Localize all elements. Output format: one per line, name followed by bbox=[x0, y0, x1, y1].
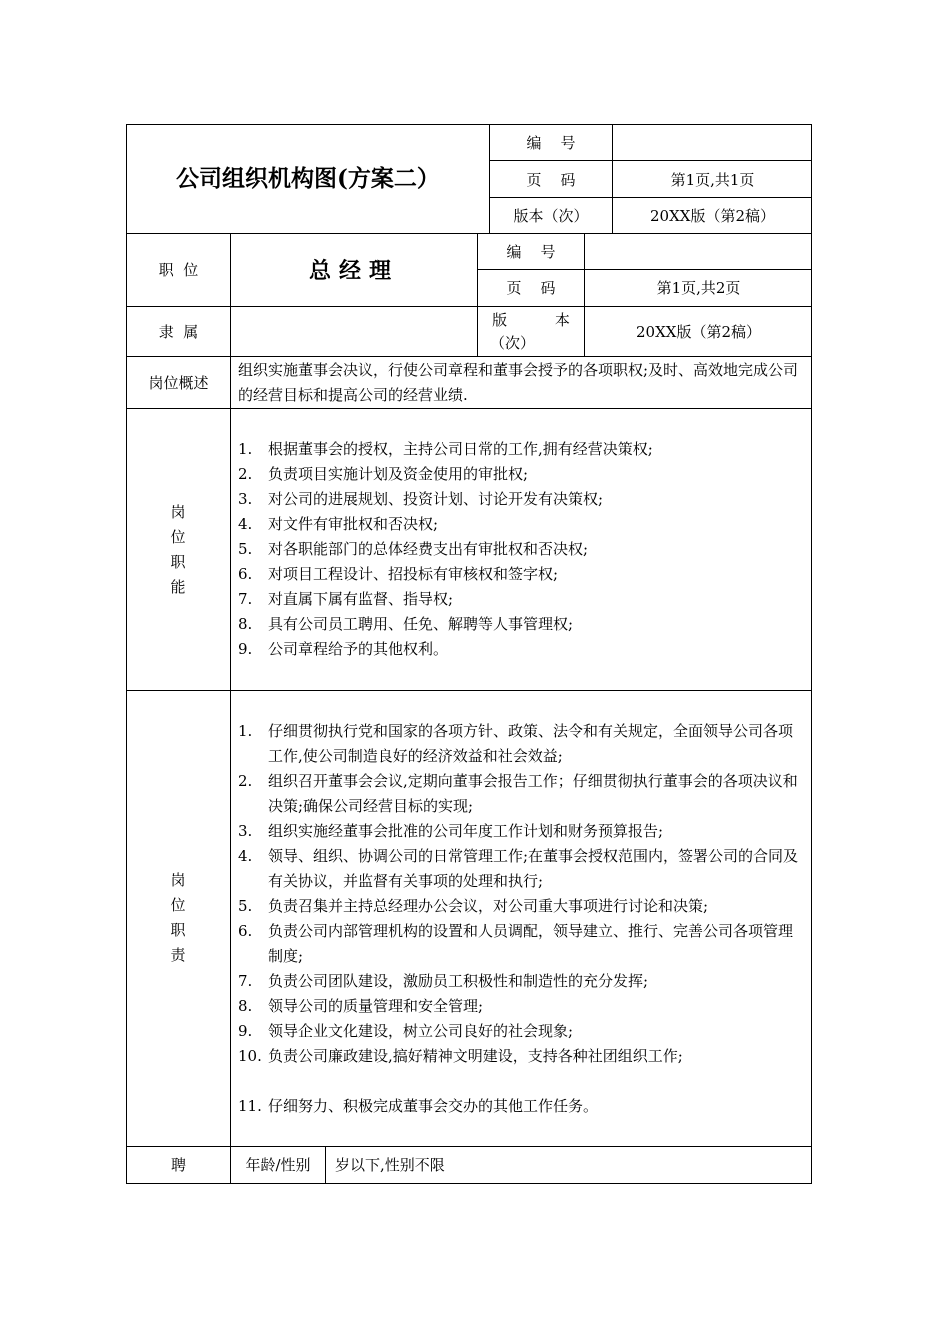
table-rule bbox=[126, 1146, 812, 1147]
duties-label-char: 位 bbox=[170, 896, 186, 914]
functions-list bbox=[238, 437, 806, 662]
position-version-value: 20XX版（第2稿） bbox=[636, 323, 761, 341]
position-label: 职 位 bbox=[158, 261, 199, 279]
title-page-value: 第1页,共1页 bbox=[670, 171, 755, 189]
list-item: 11. 仔细努力、积极完成董事会交办的其他工作任务。 bbox=[238, 1097, 599, 1115]
list-item: 3. 组织实施经董事会批准的公司年度工作计划和财务预算报告; bbox=[238, 822, 664, 840]
duties-label-char: 职 bbox=[170, 921, 186, 939]
table-rule bbox=[126, 306, 812, 307]
table-rule bbox=[477, 269, 812, 270]
title-number-label: 编 号 bbox=[526, 134, 576, 152]
duties-label-char: 责 bbox=[170, 946, 186, 964]
table-rule bbox=[489, 197, 812, 198]
title-page-label: 页 码 bbox=[526, 171, 576, 189]
affiliation-label: 隶 属 bbox=[158, 323, 199, 341]
list-item: 6. 负责公司内部管理机构的设置和人员调配，领导建立、推行、完善公司各项管理制度; bbox=[238, 922, 794, 965]
table-rule bbox=[325, 1146, 326, 1184]
table-rule bbox=[126, 233, 812, 234]
list-item: 6. 对项目工程设计、招投标有审核权和签字权; bbox=[238, 565, 559, 583]
position-number-label: 编 号 bbox=[506, 243, 556, 261]
list-item: 5. 负责召集并主持总经理办公会议，对公司重大事项进行讨论和决策; bbox=[238, 897, 709, 915]
table-rule bbox=[230, 233, 231, 1184]
duties-label bbox=[168, 868, 188, 968]
list-item: 4. 领导、组织、协调公司的日常管理工作;在董事会授权范围内，签署公司的合同及有关协议，并监督有关事项的处理和执行; bbox=[238, 847, 799, 890]
hiring-age-gender-label: 年龄/性别 bbox=[245, 1156, 311, 1174]
functions-label bbox=[168, 500, 188, 600]
list-item: 4. 对文件有审批权和否决权; bbox=[238, 515, 439, 533]
duties-list bbox=[238, 719, 806, 1119]
overview-text: 组织实施董事会决议，行使公司章程和董事会授予的各项职权;及时、高效地完成公司的经营目标和提高公司的经营业绩. bbox=[238, 361, 799, 404]
hiring-age-gender-value: 岁以下,性别不限 bbox=[335, 1156, 445, 1174]
list-item: 3. 对公司的进展规划、投资计划、讨论开发有决策权; bbox=[238, 490, 604, 508]
list-item: 1. 根据董事会的授权，主持公司日常的工作,拥有经营决策权; bbox=[238, 440, 653, 458]
position-version-label-line2: （次） bbox=[490, 334, 536, 352]
list-item: 9. 领导企业文化建设，树立公司良好的社会现象; bbox=[238, 1022, 574, 1040]
list-item: 2. 组织召开董事会会议,定期向董事会报告工作；仔细贯彻执行董事会的各项决议和决策;确保公司经营目标的实现; bbox=[238, 772, 798, 815]
position-page-value: 第1页,共2页 bbox=[656, 279, 741, 297]
position-version-label-line1: 版 本 bbox=[492, 311, 570, 329]
list-item: 10. 负责公司廉政建设,搞好精神文明建设，支持各种社团组织工作; bbox=[238, 1047, 683, 1065]
table-rule bbox=[126, 690, 812, 691]
table-rule bbox=[489, 160, 812, 161]
functions-label-char: 职 bbox=[170, 553, 186, 571]
overview-label: 岗位概述 bbox=[148, 374, 209, 392]
position-value: 总经理 bbox=[308, 258, 399, 284]
position-page-label: 页 码 bbox=[506, 279, 556, 297]
title-version-label: 版本（次） bbox=[513, 207, 589, 225]
functions-label-char: 位 bbox=[170, 528, 186, 546]
document-title: 公司组织机构图(方案二） bbox=[176, 165, 440, 192]
list-item: 8. 领导公司的质量管理和安全管理; bbox=[238, 997, 484, 1015]
table-rule bbox=[126, 356, 812, 357]
functions-label-char: 岗 bbox=[170, 503, 186, 521]
hiring-label: 聘 bbox=[170, 1156, 186, 1174]
functions-label-char: 能 bbox=[170, 578, 186, 596]
list-item: 9. 公司章程给予的其他权利。 bbox=[238, 640, 449, 658]
title-version-value: 20XX版（第2稿） bbox=[650, 207, 775, 225]
list-item: 1. 仔细贯彻执行党和国家的各项方针、政策、法令和有关规定，全面领导公司各项工作,使公司制造良好的经济效益和社会效益; bbox=[238, 722, 794, 765]
list-item: 5. 对各职能部门的总体经费支出有审批权和否决权; bbox=[238, 540, 589, 558]
duties-label-char: 岗 bbox=[170, 871, 186, 889]
list-item: 7. 对直属下属有监督、指导权; bbox=[238, 590, 454, 608]
list-item: 7. 负责公司团队建设，激励员工积极性和制造性的充分发挥; bbox=[238, 972, 649, 990]
list-item: 8. 具有公司员工聘用、任免、解聘等人事管理权; bbox=[238, 615, 574, 633]
table-rule bbox=[126, 408, 812, 409]
list-item: 2. 负责项目实施计划及资金使用的审批权; bbox=[238, 465, 529, 483]
